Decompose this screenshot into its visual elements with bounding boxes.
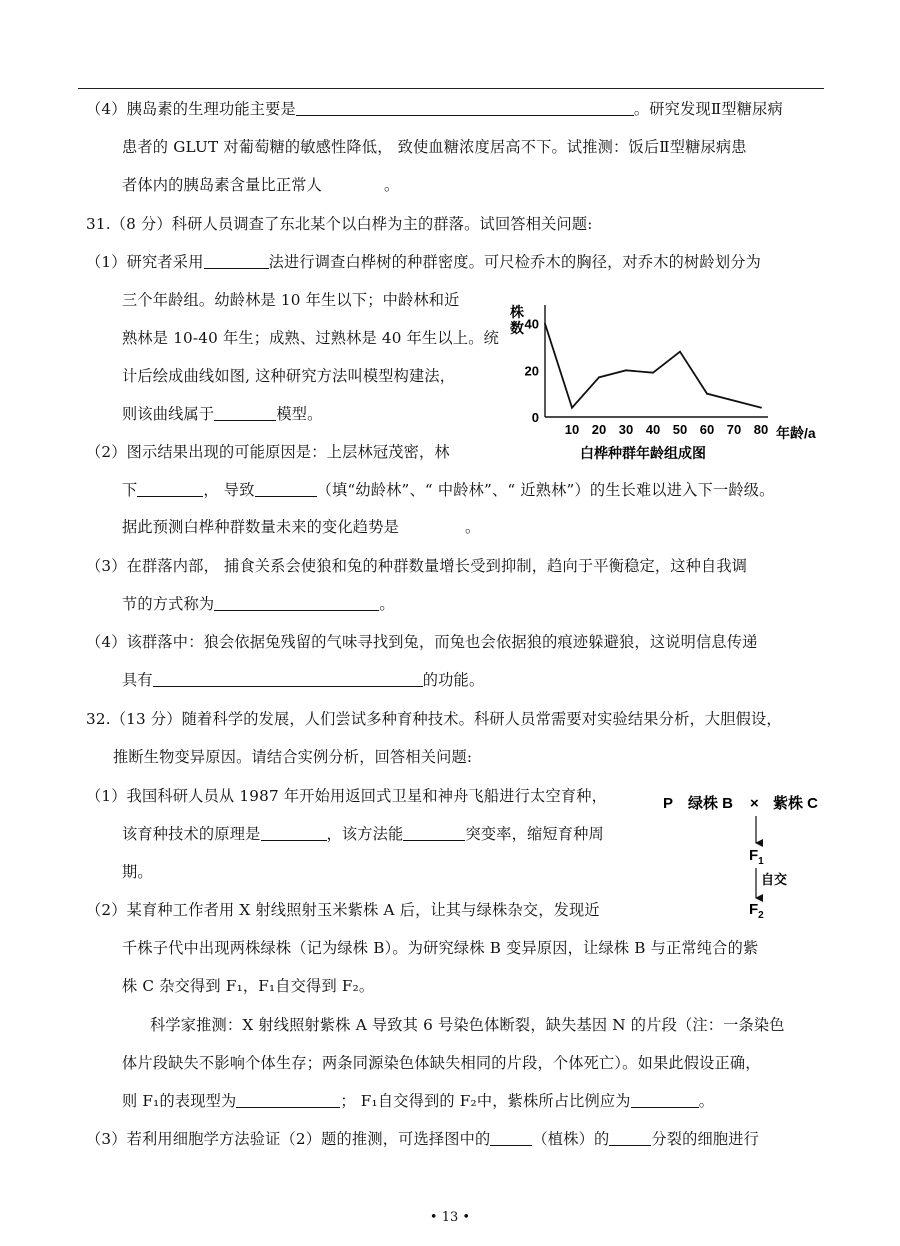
data-point — [652, 372, 654, 374]
chart-ylabel-part1: 株 — [510, 304, 524, 320]
y-tick-label: 0 — [531, 410, 539, 425]
q32-part1-line2: 该育种技术的原理是 ，该方法能 突变率，缩短育种周 — [122, 825, 604, 843]
cross-f1: $F_1$ — [749, 847, 764, 867]
chart-xlabel: 年龄/a — [776, 425, 816, 441]
x-tick-label: 80 — [753, 422, 769, 437]
y-tick-label: 40 — [524, 316, 539, 332]
q32-part2-line5: 体片段缺失不影响个体生存；两条同源染色体缺失相同的片段，个体死亡）。如果此假设正确， — [122, 1054, 761, 1072]
chart-title: 白桦种群年龄组成图 — [580, 445, 706, 461]
data-point — [706, 393, 708, 395]
cross-parent2: 紫株 C — [773, 795, 819, 812]
cross-parent1: 绿株 B — [688, 795, 734, 812]
x-tick-label: 70 — [726, 422, 742, 437]
q31-part3-line1: （3）在群落内部， 捕食关系会使狼和兔的种群数量增长受到抑制，趋向于平衡稳定，这种自我调 — [86, 557, 748, 575]
chart-ylabel-part2: 数 — [510, 320, 524, 336]
answer-blank[interactable] — [255, 481, 317, 497]
answer-blank[interactable] — [490, 1130, 532, 1146]
q31-part3-line2: 节的方式称为 。 — [122, 595, 395, 613]
cross-diagram — [655, 788, 835, 923]
cross-symbol: × — [750, 795, 759, 812]
q31-part1-line1: （1）研究者采用 法进行调查白桦树的种群密度。可尺检乔木的胸径，对乔木的树龄划分为 — [86, 253, 761, 271]
cross-p-label: P — [663, 795, 674, 812]
q32-header-line2: 推断生物变异原因。请结合实例分析，回答相关问题: — [113, 748, 473, 766]
q31-part1-line2: 三个年龄组。幼龄林是 10 年生以下；中龄林和近 — [122, 291, 460, 309]
x-tick-label: 50 — [672, 422, 688, 437]
top-rule — [78, 88, 824, 89]
x-tick-label: 30 — [618, 422, 634, 437]
cross-self-label: 自交 — [761, 872, 788, 887]
q30-part4-line1: （4）胰岛素的生理功能主要是 。研究发现Ⅱ型糖尿病 — [86, 100, 783, 118]
data-point — [571, 407, 573, 409]
q32-header-line1: 32.（13 分）随着科学的发展，人们尝试多种育种技术。科研人员常需要对实验结果分析，大胆假设， — [86, 710, 782, 728]
q31-part2-line2: 下 ， 导致 （填“幼龄林”、“ 中龄林”、“ 近熟林”）的生长难以进入下一龄级。 — [122, 481, 775, 499]
data-series-line — [545, 324, 761, 408]
answer-blank[interactable] — [609, 1130, 651, 1146]
q31-header: 31.（8 分）科研人员调查了东北某个以白桦为主的群落。试回答相关问题: — [86, 215, 593, 233]
data-point — [760, 407, 762, 409]
q31-part4-line2: 具有 的功能。 — [122, 671, 485, 689]
q32-part3-line1: （3）若利用细胞学方法验证（2）题的推测，可选择图中的 （植株）的 分裂的细胞进行 — [86, 1130, 760, 1148]
page-number: • 13 • — [429, 1210, 471, 1225]
age-structure-chart — [500, 295, 830, 470]
x-tick-label: 60 — [699, 422, 715, 437]
q32-part2-line1: （2）某育种工作者用 X 射线照射玉米紫株 A 后，让其与绿株杂交，发现近 — [86, 901, 600, 919]
q31-part4-line1: （4）该群落中：狼会依据兔残留的气味寻找到兔，而兔也会依据狼的痕迹躲避狼，这说明信息传递 — [86, 633, 758, 651]
x-tick-label: 40 — [645, 422, 661, 437]
cross-f2: $F_2$ — [749, 901, 764, 921]
answer-blank[interactable] — [261, 825, 327, 841]
q32-part2-line2: 千株子代中出现两株绿株（记为绿株 B）。为研究绿株 B 变异原因，让绿株 B 与正常纯合的紫 — [122, 939, 759, 957]
x-tick-label: 20 — [591, 422, 607, 437]
y-tick-label: 20 — [524, 363, 539, 379]
x-tick-label: 10 — [564, 422, 580, 437]
data-point — [598, 376, 600, 378]
answer-blank[interactable] — [403, 825, 465, 841]
answer-blank[interactable] — [236, 1092, 340, 1108]
answer-blank[interactable] — [214, 405, 276, 421]
answer-blank[interactable] — [137, 481, 203, 497]
q31-part1-line4: 计后绘成曲线如图, 这种研究方法叫模型构建法， — [122, 367, 456, 385]
data-point — [544, 323, 546, 325]
q30-part4-line2: 患者的 GLUT 对葡萄糖的敏感性降低， 致使血糖浓度居高不下。试推测：饭后Ⅱ型糖尿病患 — [122, 138, 747, 156]
answer-blank[interactable] — [296, 100, 634, 116]
q32-part2-line4: 科学家推测：X 射线照射紫株 A 导致其 6 号染色体断裂，缺失基因 N 的片段（注：一条染色 — [150, 1016, 785, 1034]
answer-blank[interactable] — [214, 595, 379, 611]
q32-part2-line6: 则 F₁的表现型为 ； F₁自交得到的 F₂中，紫株所占比例应为 。 — [122, 1092, 715, 1110]
answer-blank[interactable] — [631, 1092, 699, 1108]
q32-part1-line1: （1）我国科研人员从 1987 年开始用返回式卫星和神舟飞船进行太空育种， — [86, 787, 607, 805]
answer-blank[interactable] — [153, 671, 423, 687]
q30-part4-line3: 者体内的胰岛素含量比正常人 。 — [122, 176, 400, 194]
q31-part1-line3: 熟林是 10-40 年生；成熟、过熟林是 40 年生以上。统 — [122, 329, 499, 347]
q31-part2-line1: （2）图示结果出现的可能原因是：上层林冠茂密，林 — [86, 443, 450, 461]
answer-blank[interactable] — [204, 253, 269, 269]
q31-part1-line5: 则该曲线属于 模型。 — [122, 405, 323, 423]
q32-part2-line3: 株 C 杂交得到 F₁，F₁自交得到 F₂。 — [122, 977, 375, 995]
q32-part1-line3: 期。 — [122, 863, 153, 881]
data-point — [625, 369, 627, 371]
data-point — [679, 351, 681, 353]
q31-part2-line3: 据此预测白桦种群数量未来的变化趋势是 。 — [122, 518, 481, 536]
